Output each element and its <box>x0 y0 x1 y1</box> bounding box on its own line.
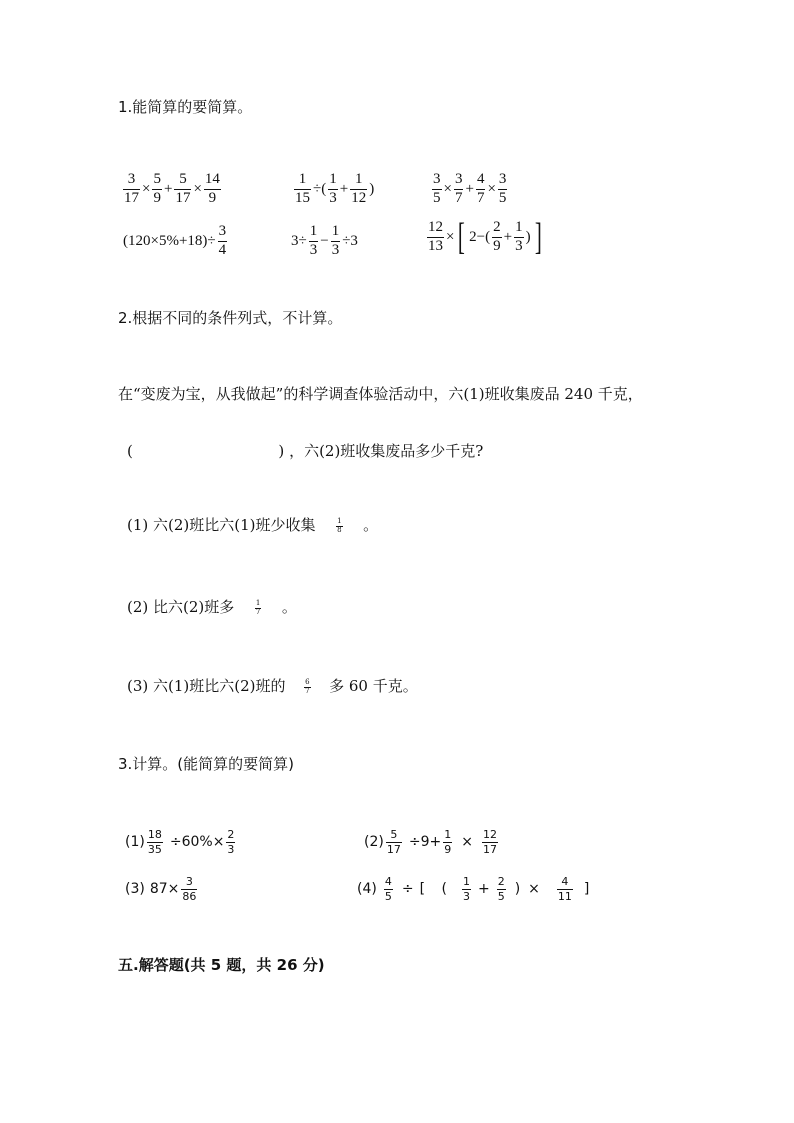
fraction: $\frac{1}{7}$ <box>255 599 261 616</box>
fraction: $\frac{1}{3}$ <box>309 223 318 258</box>
fraction: $\frac{5}{17}$ <box>386 828 401 856</box>
fraction: $\frac{18}{35}$ <box>147 828 162 856</box>
fraction: $\frac{1}{12}$ <box>351 171 367 206</box>
calc-problem-3: (3) 87× $\frac{3}{86}$ <box>125 875 197 903</box>
fraction: $\frac{4}{5}$ <box>384 875 392 903</box>
calc-problem-4: (4) $\frac{4}{5}$ ÷[ ( $\frac{1}{3}$ + $\frac{2}{5}$ )× $\frac{4}{11}$ ] <box>357 875 590 903</box>
fraction: $\frac{1}{9}$ <box>444 828 452 856</box>
problem-paragraph: 在“变废为宝，从我做起”的科学调查体验活动中，六(1)班收集废品 240 千克， <box>118 385 643 403</box>
expression-r2c2: 3÷ $\frac{1}{3}$ − $\frac{1}{3}$ ÷3 <box>291 223 358 258</box>
condition-2: (2) 比六(2)班多 $\frac{1}{7}$ 。 <box>127 598 297 616</box>
fraction: $\frac{2}{9}$ <box>493 219 501 254</box>
fraction: $\frac{3}{4}$ <box>218 223 227 258</box>
fraction: $\frac{1}{3}$ <box>331 223 340 258</box>
fraction: $\frac{3}{7}$ <box>454 171 463 206</box>
fraction: $\frac{2}{5}$ <box>497 875 505 903</box>
fraction: $\frac{1}{8}$ <box>337 517 342 534</box>
expression-r1c2: $\frac{1}{15}$ ÷( $\frac{1}{3}$ + $\frac{1}{12}$ ) <box>295 171 375 206</box>
fraction: $\frac{4}{11}$ <box>557 875 572 903</box>
fraction: $\frac{2}{3}$ <box>227 828 235 856</box>
fraction: $\frac{1}{3}$ <box>515 219 523 254</box>
fraction: $\frac{4}{7}$ <box>476 171 485 206</box>
fraction: $\frac{3}{5}$ <box>433 171 441 206</box>
expression-r1c3: $\frac{3}{5}$ × $\frac{3}{7}$ + $\frac{4}{7}$ × $\frac{3}{5}$ <box>433 171 507 206</box>
calc-problem-1: (1) $\frac{18}{35}$ ÷60%× $\frac{2}{3}$ <box>125 828 235 856</box>
blank-line: ( ) ，六(2)班收集废品多少千克? <box>127 442 484 460</box>
fraction: $\frac{1}{3}$ <box>462 875 470 903</box>
fraction: $\frac{1}{3}$ <box>329 171 337 206</box>
fraction: $\frac{12}{13}$ <box>428 219 443 254</box>
condition-1: (1) 六(2)班比六(1)班少收集 $\frac{1}{8}$ 。 <box>127 516 379 534</box>
section3-heading: 3.计算。(能简算的要简算) <box>118 755 295 773</box>
section5-heading: 五.解答题(共 5 题，共 26 分) <box>118 956 325 974</box>
condition-3: (3) 六(1)班比六(2)班的 $\frac{6}{7}$ 多 60 千克。 <box>127 677 418 695</box>
expression-r2c3: $\frac{12}{13}$ × [ 2−( $\frac{2}{9}$ + $\frac{1}{3}$ ) ] <box>428 216 542 259</box>
fraction: $\frac{3}{5}$ <box>498 171 507 206</box>
section2-heading: 2.根据不同的条件列式，不计算。 <box>118 309 343 327</box>
fraction: $\frac{3}{86}$ <box>182 875 197 903</box>
fraction: $\frac{6}{7}$ <box>305 678 310 695</box>
fraction: $\frac{3}{17}$ <box>124 171 139 206</box>
expression-r2c1: (120×5%+18)÷ $\frac{3}{4}$ <box>123 223 227 258</box>
fraction: $\frac{14}{9}$ <box>204 171 220 206</box>
calc-problem-2: (2) $\frac{5}{17}$ ÷9+ $\frac{1}{9}$ × $\frac{12}{17}$ <box>364 828 497 856</box>
fraction: $\frac{12}{17}$ <box>482 828 497 856</box>
fraction: $\frac{5}{9}$ <box>153 171 161 206</box>
fraction: $\frac{1}{15}$ <box>295 171 310 206</box>
expression-r1c1: $\frac{3}{17}$ × $\frac{5}{9}$ + $\frac{5}{17}$ × $\frac{14}{9}$ <box>124 171 220 206</box>
fraction: $\frac{5}{17}$ <box>175 171 191 206</box>
section1-heading: 1.能简算的要简算。 <box>118 98 253 116</box>
